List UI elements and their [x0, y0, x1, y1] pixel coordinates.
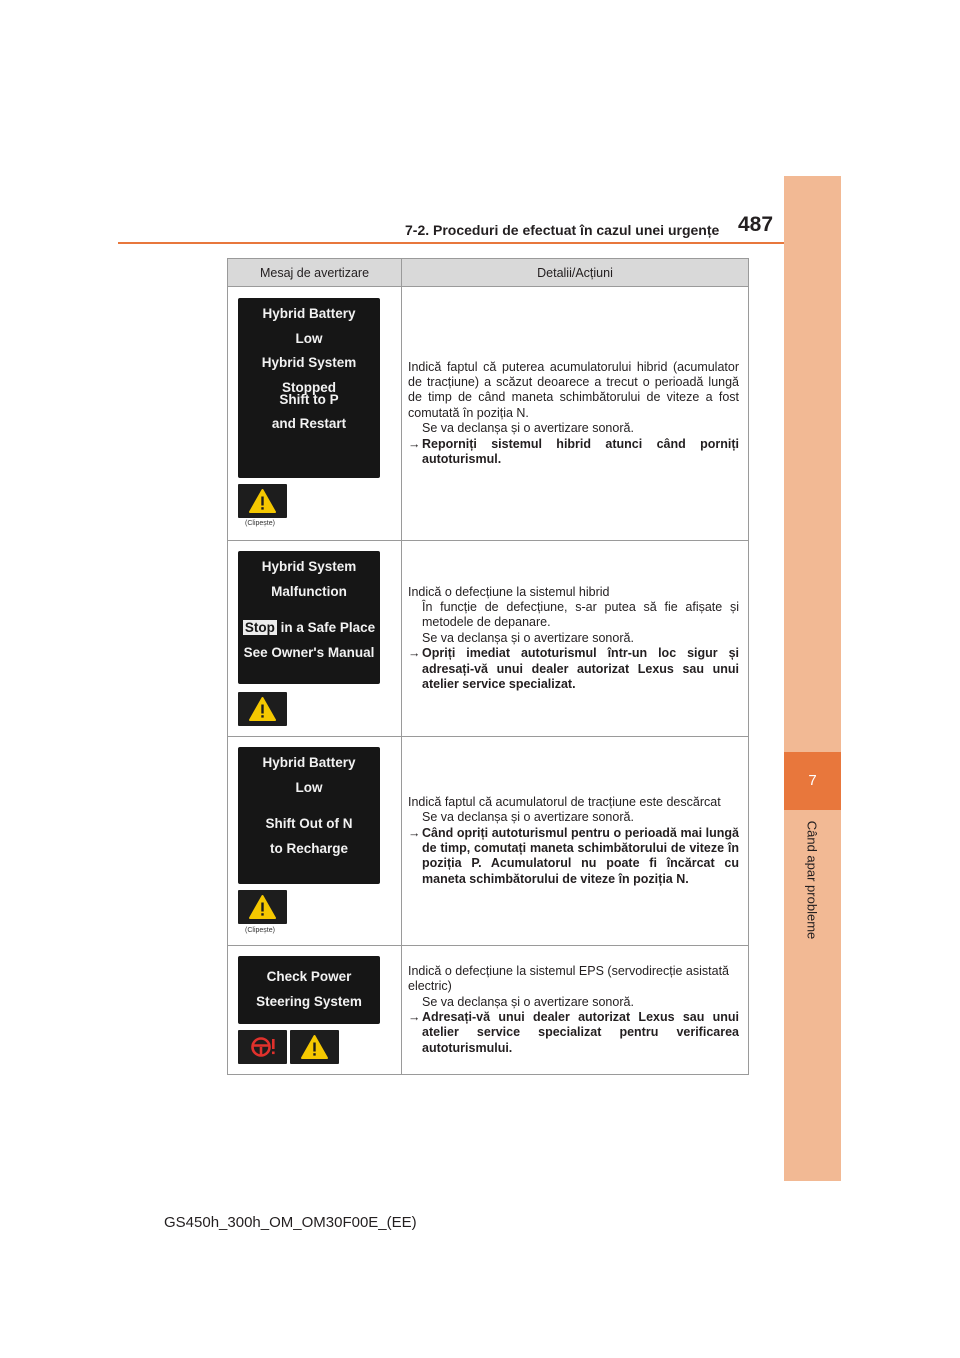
description-text: Indică o defecțiune la sistemul EPS (servodirecție asistată electric)	[408, 963, 729, 994]
multi-info-display	[238, 747, 380, 884]
master-warning-icon	[290, 1030, 339, 1064]
multi-info-display	[238, 551, 380, 684]
buzzer-text: Se va declanșa și o avertizare sonoră.	[422, 994, 634, 1009]
display-line: Check Power	[266, 969, 352, 984]
column-header-message: Mesaj de avertizare	[228, 259, 402, 286]
action-text: Reporniți sistemul hibrid atunci când porniți autoturismul.	[422, 436, 739, 467]
buzzer-text: Se va declanșa și o avertizare sonoră.	[422, 421, 634, 436]
display-line: and Restart	[271, 416, 347, 431]
display-line: Hybrid System Stopped	[261, 355, 357, 395]
display-line-text: in a Safe Place	[280, 620, 376, 635]
display-line: Shift to P	[279, 391, 339, 407]
manual-code-footer: GS450h_300h_OM_OM30F00E_(EE)	[164, 1214, 417, 1231]
action-text: Opriți imediat autoturismul într-un loc sigur și adresați-vă unui dealer autorizat Lexus sau unui atelier service specializat.	[422, 646, 739, 692]
action-item	[408, 1010, 739, 1056]
chapter-number: 7	[784, 752, 841, 810]
details-cell	[402, 946, 748, 1074]
details-cell	[402, 287, 748, 540]
display-line: Shift Out of N	[265, 816, 353, 831]
details-cell	[402, 737, 748, 945]
display-line: to Recharge	[269, 840, 349, 856]
table-header	[228, 259, 748, 287]
description-text: Indică o defecțiune la sistemul hibrid	[408, 584, 610, 599]
note-text: În funcție de defecțiune, s-ar putea să fie afișate și metodele de depanare.	[422, 599, 739, 630]
display-line	[238, 616, 380, 641]
display-line: Low	[295, 779, 323, 795]
warning-message-cell	[228, 946, 402, 1074]
master-warning-icon	[238, 484, 287, 518]
multi-info-display	[238, 956, 380, 1024]
master-warning-icon	[238, 692, 287, 726]
description-text: Indică faptul că puterea acumulatorului hibrid (acumulator de tracțiune) a scăzut deoarece a trecut o perioadă lungă de timp de când maneta schimbătorului de viteze a fost comutată în poziția N.	[408, 359, 739, 420]
table-row	[228, 737, 748, 946]
warning-message-cell	[228, 541, 402, 736]
column-header-details: Detalii/Acțiuni	[537, 265, 613, 280]
display-line: Malfunction	[271, 583, 347, 599]
flash-note: (Clipește)	[245, 927, 275, 934]
arrow-icon: →	[408, 825, 421, 840]
display-line: Hybrid Battery	[262, 755, 356, 770]
display-line: Hybrid System	[261, 559, 357, 574]
action-text: Când opriți autoturismul pentru o perioadă mai lungă de timp, comutați maneta schimbătorului de viteze în poziția P. Acumulatorul nu poate fi încărcat cu maneta schimbătorului de viteze în poziția N.	[422, 825, 739, 886]
table-row	[228, 946, 748, 1074]
display-line: Steering System	[256, 993, 362, 1009]
display-line: See Owner's Manual	[243, 644, 375, 660]
arrow-icon: →	[408, 1010, 421, 1024]
multi-info-display	[238, 298, 380, 478]
warning-message-cell	[228, 287, 402, 540]
table-row	[228, 541, 748, 737]
buzzer-text: Se va declanșa și o avertizare sonoră.	[422, 810, 634, 825]
action-item	[408, 826, 739, 888]
stop-highlight: Stop	[244, 620, 275, 635]
arrow-icon: →	[408, 436, 421, 451]
warning-message-table	[227, 258, 749, 1075]
display-line: Low	[295, 330, 323, 346]
display-line: Hybrid Battery	[262, 306, 356, 321]
warning-message-cell	[228, 737, 402, 945]
header-rule	[118, 242, 784, 244]
buzzer-text: Se va declanșa și o avertizare sonoră.	[422, 630, 634, 645]
chapter-title: Când apar probleme	[804, 820, 820, 940]
details-cell	[402, 541, 748, 736]
description-text: Indică faptul că acumulatorul de tracțiune este descărcat	[408, 794, 721, 809]
flash-note: (Clipește)	[245, 520, 275, 527]
page-number: 487	[738, 213, 774, 236]
master-warning-icon	[238, 890, 287, 924]
action-item	[408, 646, 739, 692]
action-item	[408, 437, 739, 468]
chapter-side-strip	[784, 176, 841, 1181]
action-text: Adresați-vă unui dealer autorizat Lexus sau unui atelier service specializat pentru verificarea autoturismului.	[422, 1010, 739, 1055]
table-row	[228, 287, 748, 541]
arrow-icon: →	[408, 646, 421, 661]
section-title: 7-2. Proceduri de efectuat în cazul unei urgențe	[405, 222, 720, 238]
eps-warning-icon	[238, 1030, 287, 1064]
